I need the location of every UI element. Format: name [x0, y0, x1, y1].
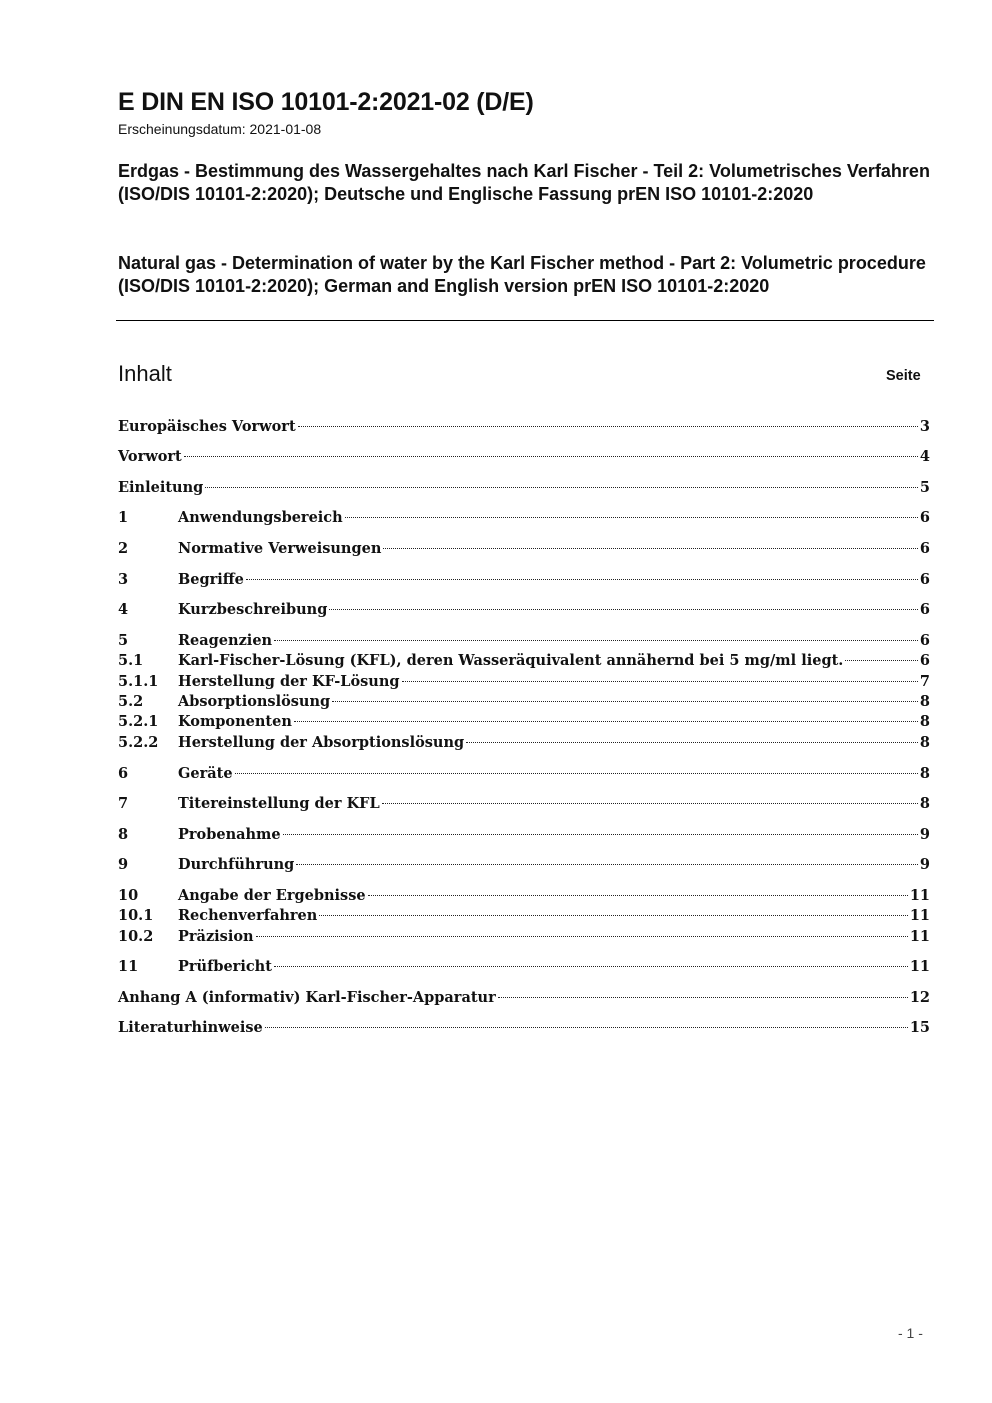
toc-entry-text: Normative Verweisungen: [178, 540, 382, 557]
toc-entry-text: Europäisches Vorwort: [118, 418, 296, 435]
toc-entry-page: 9: [919, 826, 930, 843]
toc-dot-leader: [246, 579, 918, 580]
toc-entry-text: Geräte: [178, 765, 233, 782]
toc-dot-leader: [298, 426, 918, 427]
toc-entry-text: Präzision: [178, 928, 254, 945]
toc-entry-page: 7: [919, 673, 930, 690]
toc-entry-text: Anhang A (informativ) Karl-Fischer-Apparatur: [118, 989, 496, 1006]
toc-dot-leader: [205, 487, 918, 488]
toc-entry-text: Komponenten: [178, 713, 292, 730]
toc-entry-page: 4: [919, 448, 930, 465]
toc-entry-text: Literaturhinweise: [118, 1019, 263, 1036]
toc-entry-number: 10: [118, 887, 139, 904]
toc-entry[interactable]: [118, 652, 930, 672]
toc-entry[interactable]: [118, 989, 930, 1009]
toc-entry-page: 11: [909, 887, 930, 904]
toc-entry-number: 7: [118, 795, 129, 812]
toc-dot-leader: [274, 966, 908, 967]
toc-entry-number: 9: [118, 856, 129, 873]
toc-entry-text: Reagenzien: [178, 632, 273, 649]
toc-entry[interactable]: [118, 826, 930, 846]
toc-entry-number: 10.1: [118, 907, 154, 924]
toc-entry[interactable]: [118, 795, 930, 815]
toc-entry[interactable]: [118, 907, 930, 927]
toc-entry-number: 5: [118, 632, 129, 649]
toc-entry-text: Anwendungsbereich: [178, 509, 343, 526]
toc-entry[interactable]: [118, 765, 930, 785]
toc-entry[interactable]: [118, 693, 930, 713]
toc-entry[interactable]: [118, 958, 930, 978]
toc-heading: Inhalt: [118, 361, 172, 386]
toc-entry-page: 6: [919, 509, 930, 526]
toc-entry-number: 3: [118, 571, 129, 588]
toc-entry-text: Prüfbericht: [178, 958, 272, 975]
toc-dot-leader: [235, 773, 918, 774]
toc-entry-page: 15: [909, 1019, 930, 1036]
toc-entry-page: 9: [919, 856, 930, 873]
toc-entry-number: 5.2.2: [118, 734, 159, 751]
toc-entry[interactable]: [118, 540, 930, 560]
toc-entry[interactable]: [118, 448, 930, 468]
toc-entry-page: 6: [919, 540, 930, 557]
toc-entry-page: 8: [919, 693, 930, 710]
toc-entry-page: 6: [919, 632, 930, 649]
toc-entry-text: Absorptionslösung: [178, 693, 331, 710]
toc-entry-page: 8: [919, 734, 930, 751]
document-id: E DIN EN ISO 10101-2:2021-02 (D/E): [118, 88, 534, 116]
toc-entry-page: 11: [909, 907, 930, 924]
page-number: - 1 -: [898, 1325, 923, 1341]
toc-entry-text: Herstellung der Absorptionslösung: [178, 734, 465, 751]
toc-entry[interactable]: [118, 734, 930, 754]
title-divider: [116, 320, 934, 321]
toc-entry-text: Angabe der Ergebnisse: [178, 887, 366, 904]
toc-dot-leader: [345, 517, 918, 518]
toc-entry-number: 8: [118, 826, 129, 843]
toc-dot-leader: [329, 609, 918, 610]
toc-entry-number: 5.1: [118, 652, 144, 669]
publication-date: Erscheinungsdatum: 2021-01-08: [118, 121, 322, 137]
toc-entry-number: 5.2: [118, 693, 144, 710]
toc-entry-text: Titereinstellung der KFL: [178, 795, 380, 812]
toc-entry-page: 6: [919, 571, 930, 588]
toc-dot-leader: [256, 936, 908, 937]
toc-dot-leader: [265, 1027, 908, 1028]
toc-entry[interactable]: [118, 887, 930, 907]
toc-entry-page: 11: [909, 928, 930, 945]
toc-dot-leader: [296, 864, 918, 865]
toc-entry-number: 4: [118, 601, 129, 618]
toc-entry-number: 5.2.1: [118, 713, 159, 730]
toc-entry-text: Durchführung: [178, 856, 295, 873]
toc-entry-number: 5.1.1: [118, 673, 159, 690]
toc-entry-text: Begriffe: [178, 571, 244, 588]
toc-dot-leader: [498, 997, 908, 998]
toc-entry-page: 8: [919, 713, 930, 730]
toc-entry-text: Kurzbeschreibung: [178, 601, 328, 618]
toc-entry-number: 10.2: [118, 928, 154, 945]
toc-entry-text: Probenahme: [178, 826, 281, 843]
toc-entry[interactable]: [118, 571, 930, 591]
toc-entry[interactable]: [118, 856, 930, 876]
toc-entry[interactable]: [118, 509, 930, 529]
toc-entry-number: 2: [118, 540, 129, 557]
toc-entry[interactable]: [118, 673, 930, 693]
toc-entry-text: Karl-Fischer-Lösung (KFL), deren Wasseräquivalent annähernd bei 5 mg/ml liegt.: [178, 652, 844, 669]
toc-dot-leader: [466, 742, 918, 743]
toc-entry[interactable]: [118, 713, 930, 733]
toc-entry-page: 6: [919, 601, 930, 618]
toc-entry-page: 12: [909, 989, 930, 1006]
toc-dot-leader: [184, 456, 918, 457]
toc-entry-text: Vorwort: [118, 448, 182, 465]
title-english: Natural gas - Determination of water by the Karl Fischer method - Part 2: Volumetric procedure (ISO/DIS 10101-2:2020); German and English version prEN ISO 10101-2:2020: [118, 253, 926, 296]
toc-dot-leader: [274, 640, 918, 641]
title-german: Erdgas - Bestimmung des Wassergehaltes nach Karl Fischer - Teil 2: Volumetrisches Verfahren (ISO/DIS 10101-2:2020); Deutsche und Englische Fassung prEN ISO 10101-2:2020: [118, 161, 930, 204]
toc-entry-text: Einleitung: [118, 479, 204, 496]
toc-entry-page: 5: [919, 479, 930, 496]
toc-dot-leader: [319, 915, 908, 916]
toc-dot-leader: [382, 803, 918, 804]
toc-dot-leader: [294, 721, 918, 722]
toc-entry-number: 6: [118, 765, 129, 782]
toc-dot-leader: [368, 895, 908, 896]
toc-dot-leader: [332, 701, 918, 702]
toc-entry-number: 1: [118, 509, 129, 526]
toc-entry-page: 3: [919, 418, 930, 435]
toc-entry-page: 11: [909, 958, 930, 975]
toc-entry-text: Rechenverfahren: [178, 907, 318, 924]
toc-entry[interactable]: [118, 418, 930, 438]
toc-dot-leader: [383, 548, 918, 549]
toc-entry[interactable]: [118, 601, 930, 621]
toc-entry[interactable]: [118, 928, 930, 948]
toc-entry-page: 8: [919, 765, 930, 782]
toc-dot-leader: [845, 660, 918, 661]
toc-page-column-label: Seite: [886, 368, 921, 384]
toc-entry-text: Herstellung der KF-Lösung: [178, 673, 400, 690]
toc-entry[interactable]: [118, 479, 930, 499]
toc-entry[interactable]: [118, 632, 930, 652]
toc-dot-leader: [402, 681, 918, 682]
toc-entry-number: 11: [118, 958, 139, 975]
toc-entry[interactable]: [118, 1019, 930, 1039]
toc-dot-leader: [283, 834, 918, 835]
toc-entry-page: 6: [919, 652, 930, 669]
toc-entry-page: 8: [919, 795, 930, 812]
